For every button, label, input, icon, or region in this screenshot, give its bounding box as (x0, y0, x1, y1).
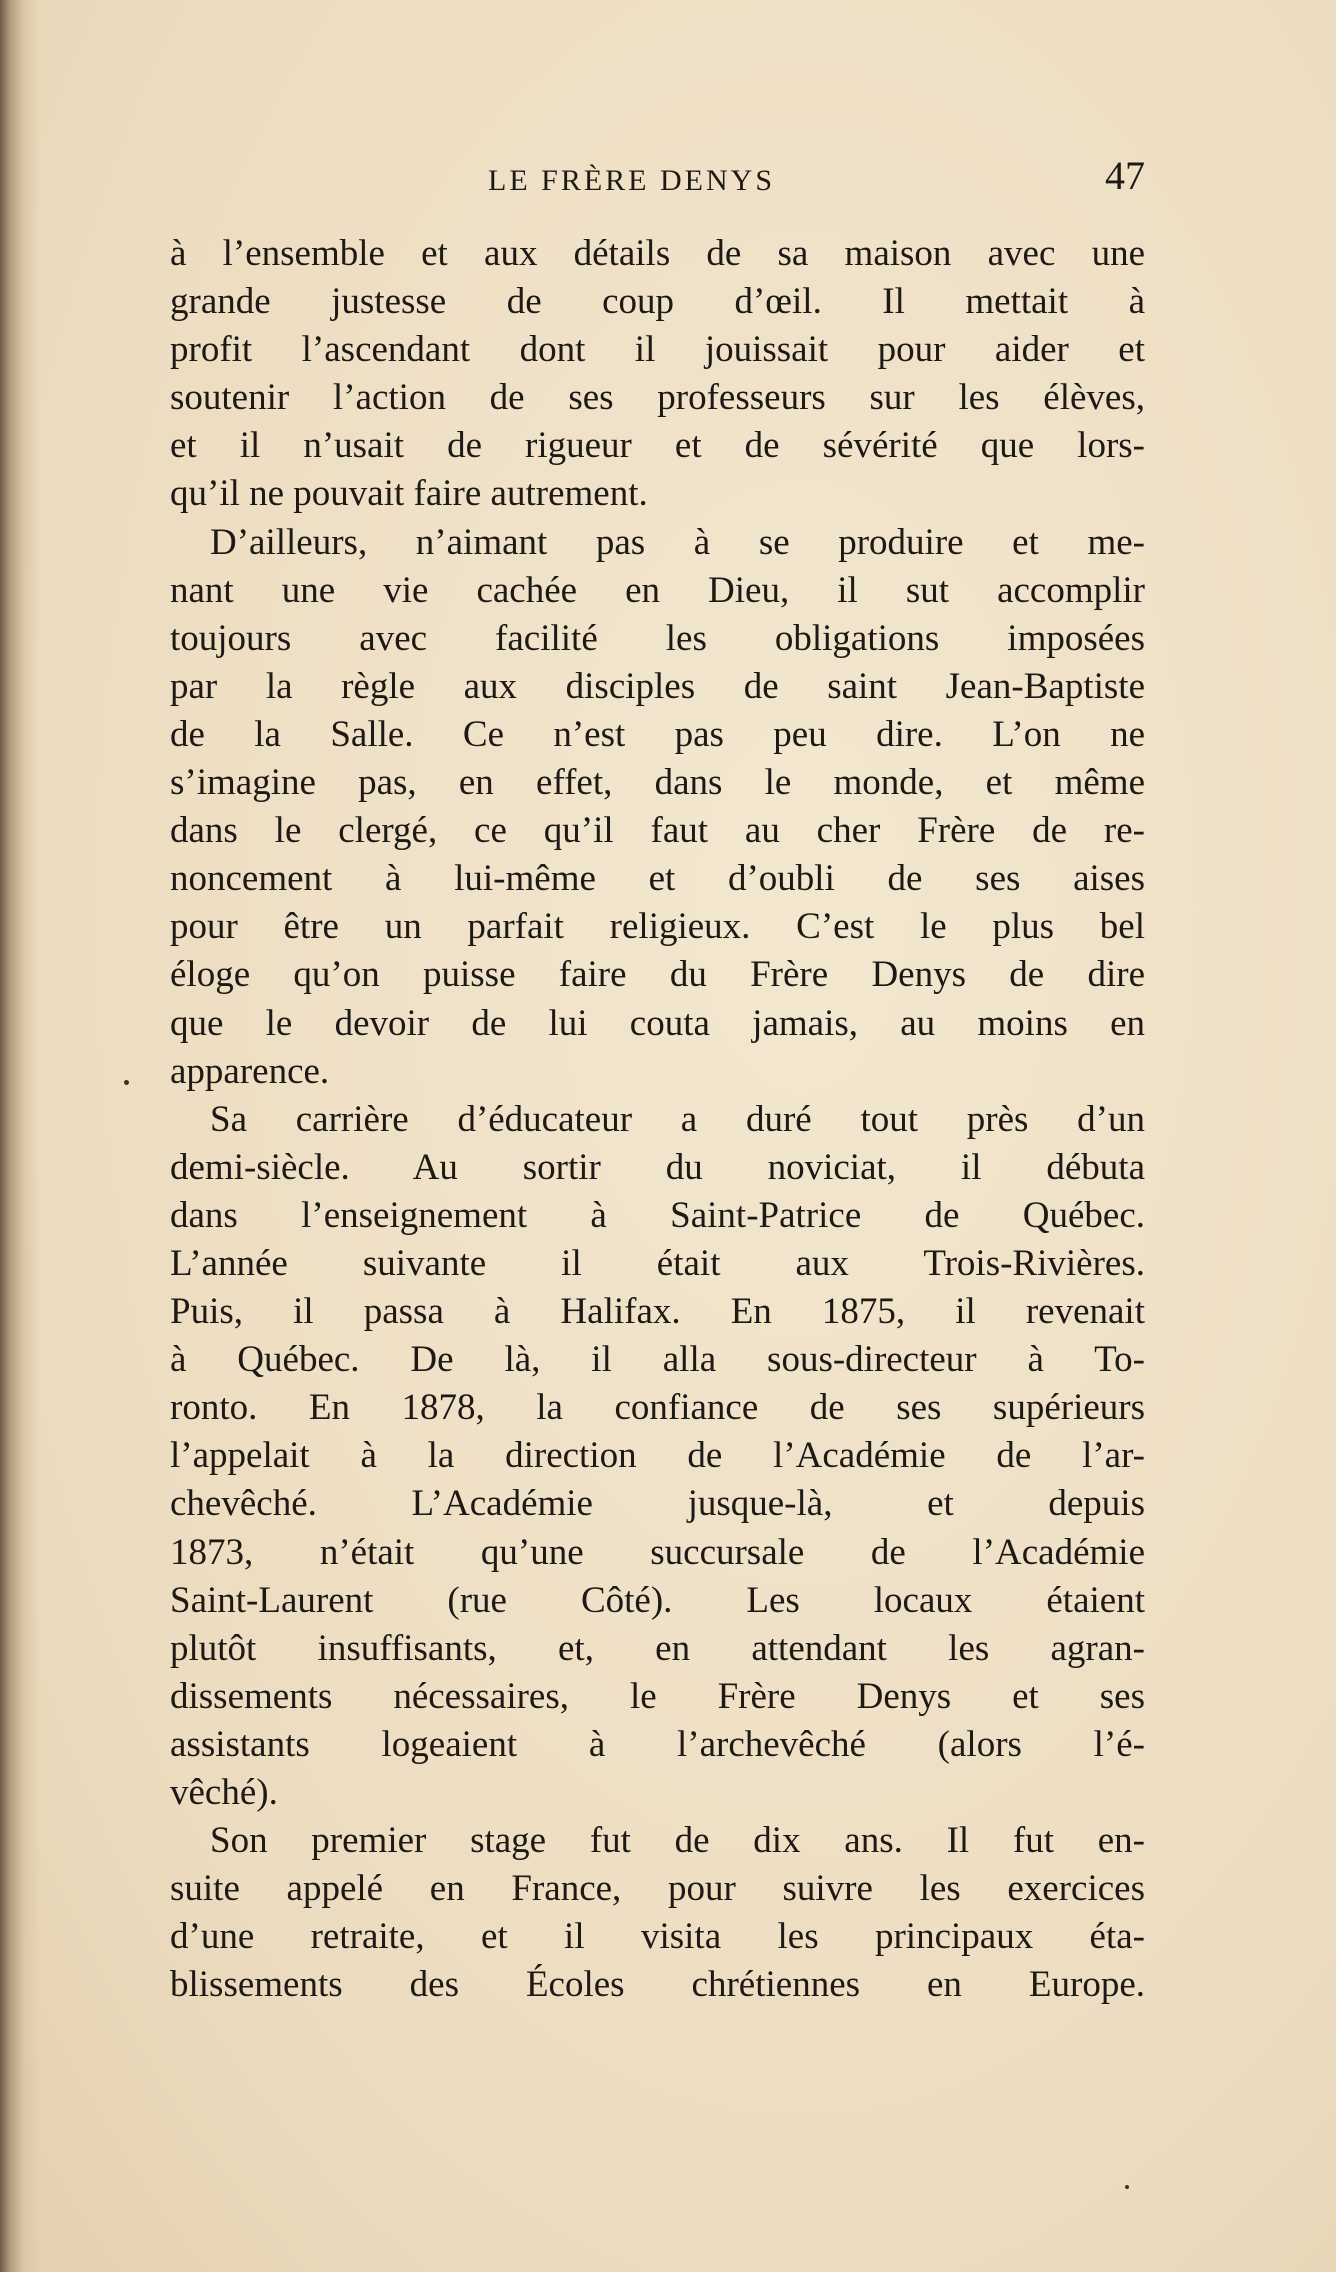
text-line: nant une vie cachée en Dieu, il sut accomplir (170, 569, 1145, 611)
text-line: dans le clergé, ce qu’il faut au cher Frère de re- (170, 810, 1145, 852)
text-line: à Québec. De là, il alla sous-directeur à To- (170, 1339, 1145, 1381)
text-line: noncement à lui-même et d’oubli de ses aises (170, 858, 1145, 900)
text-line: et il n’usait de rigueur et de sévérité que lors- (170, 425, 1145, 467)
text-line: grande justesse de coup d’œil. Il mettait à (170, 281, 1145, 323)
print-speck (124, 1080, 129, 1085)
page-gutter-shadow (0, 0, 40, 2272)
text-line: assistants logeaient à l’archevêché (alors l’é- (170, 1723, 1145, 1765)
print-speck (1125, 2185, 1129, 2189)
text-line: à l’ensemble et aux détails de sa maison avec une (170, 233, 1145, 274)
text-line: s’imagine pas, en effet, dans le monde, et même (170, 762, 1145, 804)
text-line: demi-siècle. Au sortir du noviciat, il débuta (170, 1146, 1145, 1188)
text-line: soutenir l’action de ses professeurs sur les élèves, (170, 377, 1145, 419)
text-line: Sa carrière d’éducateur a duré tout près d’un (210, 1098, 1145, 1140)
text-line: D’ailleurs, n’aimant pas à se produire et me- (210, 521, 1145, 563)
page-number: 47 (1105, 153, 1145, 198)
text-line: apparence. (170, 1050, 330, 1092)
text-line: dans l’enseignement à Saint-Patrice de Québec. (170, 1194, 1145, 1236)
text-line: Puis, il passa à Halifax. En 1875, il revenait (170, 1291, 1145, 1333)
page-header (170, 152, 1145, 212)
text-line: dissements nécessaires, le Frère Denys et ses (170, 1675, 1145, 1717)
text-line: l’appelait à la direction de l’Académie de l’ar- (170, 1435, 1145, 1477)
text-line: plutôt insuffisants, et, en attendant les agran- (170, 1627, 1145, 1669)
running-title: LE FRÈRE DENYS (488, 164, 776, 197)
text-line: de la Salle. Ce n’est pas peu dire. L’on ne (170, 713, 1145, 755)
text-line: qu’il ne pouvait faire autrement. (170, 473, 648, 515)
text-line: que le devoir de lui couta jamais, au moins en (170, 1002, 1145, 1044)
text-line: blissements des Écoles chrétiennes en Europe. (170, 1964, 1145, 2006)
text-line: Son premier stage fut de dix ans. Il fut en- (210, 1820, 1145, 1862)
text-line: suite appelé en France, pour suivre les exercices (170, 1868, 1145, 1910)
text-line: éloge qu’on puisse faire du Frère Denys de dire (170, 954, 1145, 996)
text-line: profit l’ascendant dont il jouissait pour aider et (170, 329, 1145, 371)
text-line: toujours avec facilité les obligations imposées (170, 617, 1145, 659)
body-text (170, 230, 1145, 2009)
text-line: L’année suivante il était aux Trois-Rivières. (170, 1242, 1145, 1284)
text-line: Saint-Laurent (rue Côté). Les locaux étaient (170, 1579, 1145, 1621)
text-line: chevêché. L’Académie jusque-là, et depuis (170, 1483, 1145, 1525)
text-line: d’une retraite, et il visita les principaux éta- (170, 1916, 1145, 1958)
text-line: par la règle aux disciples de saint Jean-Baptiste (170, 665, 1145, 707)
text-line: pour être un parfait religieux. C’est le plus bel (170, 906, 1145, 948)
text-line: vêché). (170, 1772, 278, 1813)
text-line: ronto. En 1878, la confiance de ses supérieurs (170, 1387, 1145, 1429)
text-line: 1873, n’était qu’une succursale de l’Académie (170, 1531, 1145, 1573)
